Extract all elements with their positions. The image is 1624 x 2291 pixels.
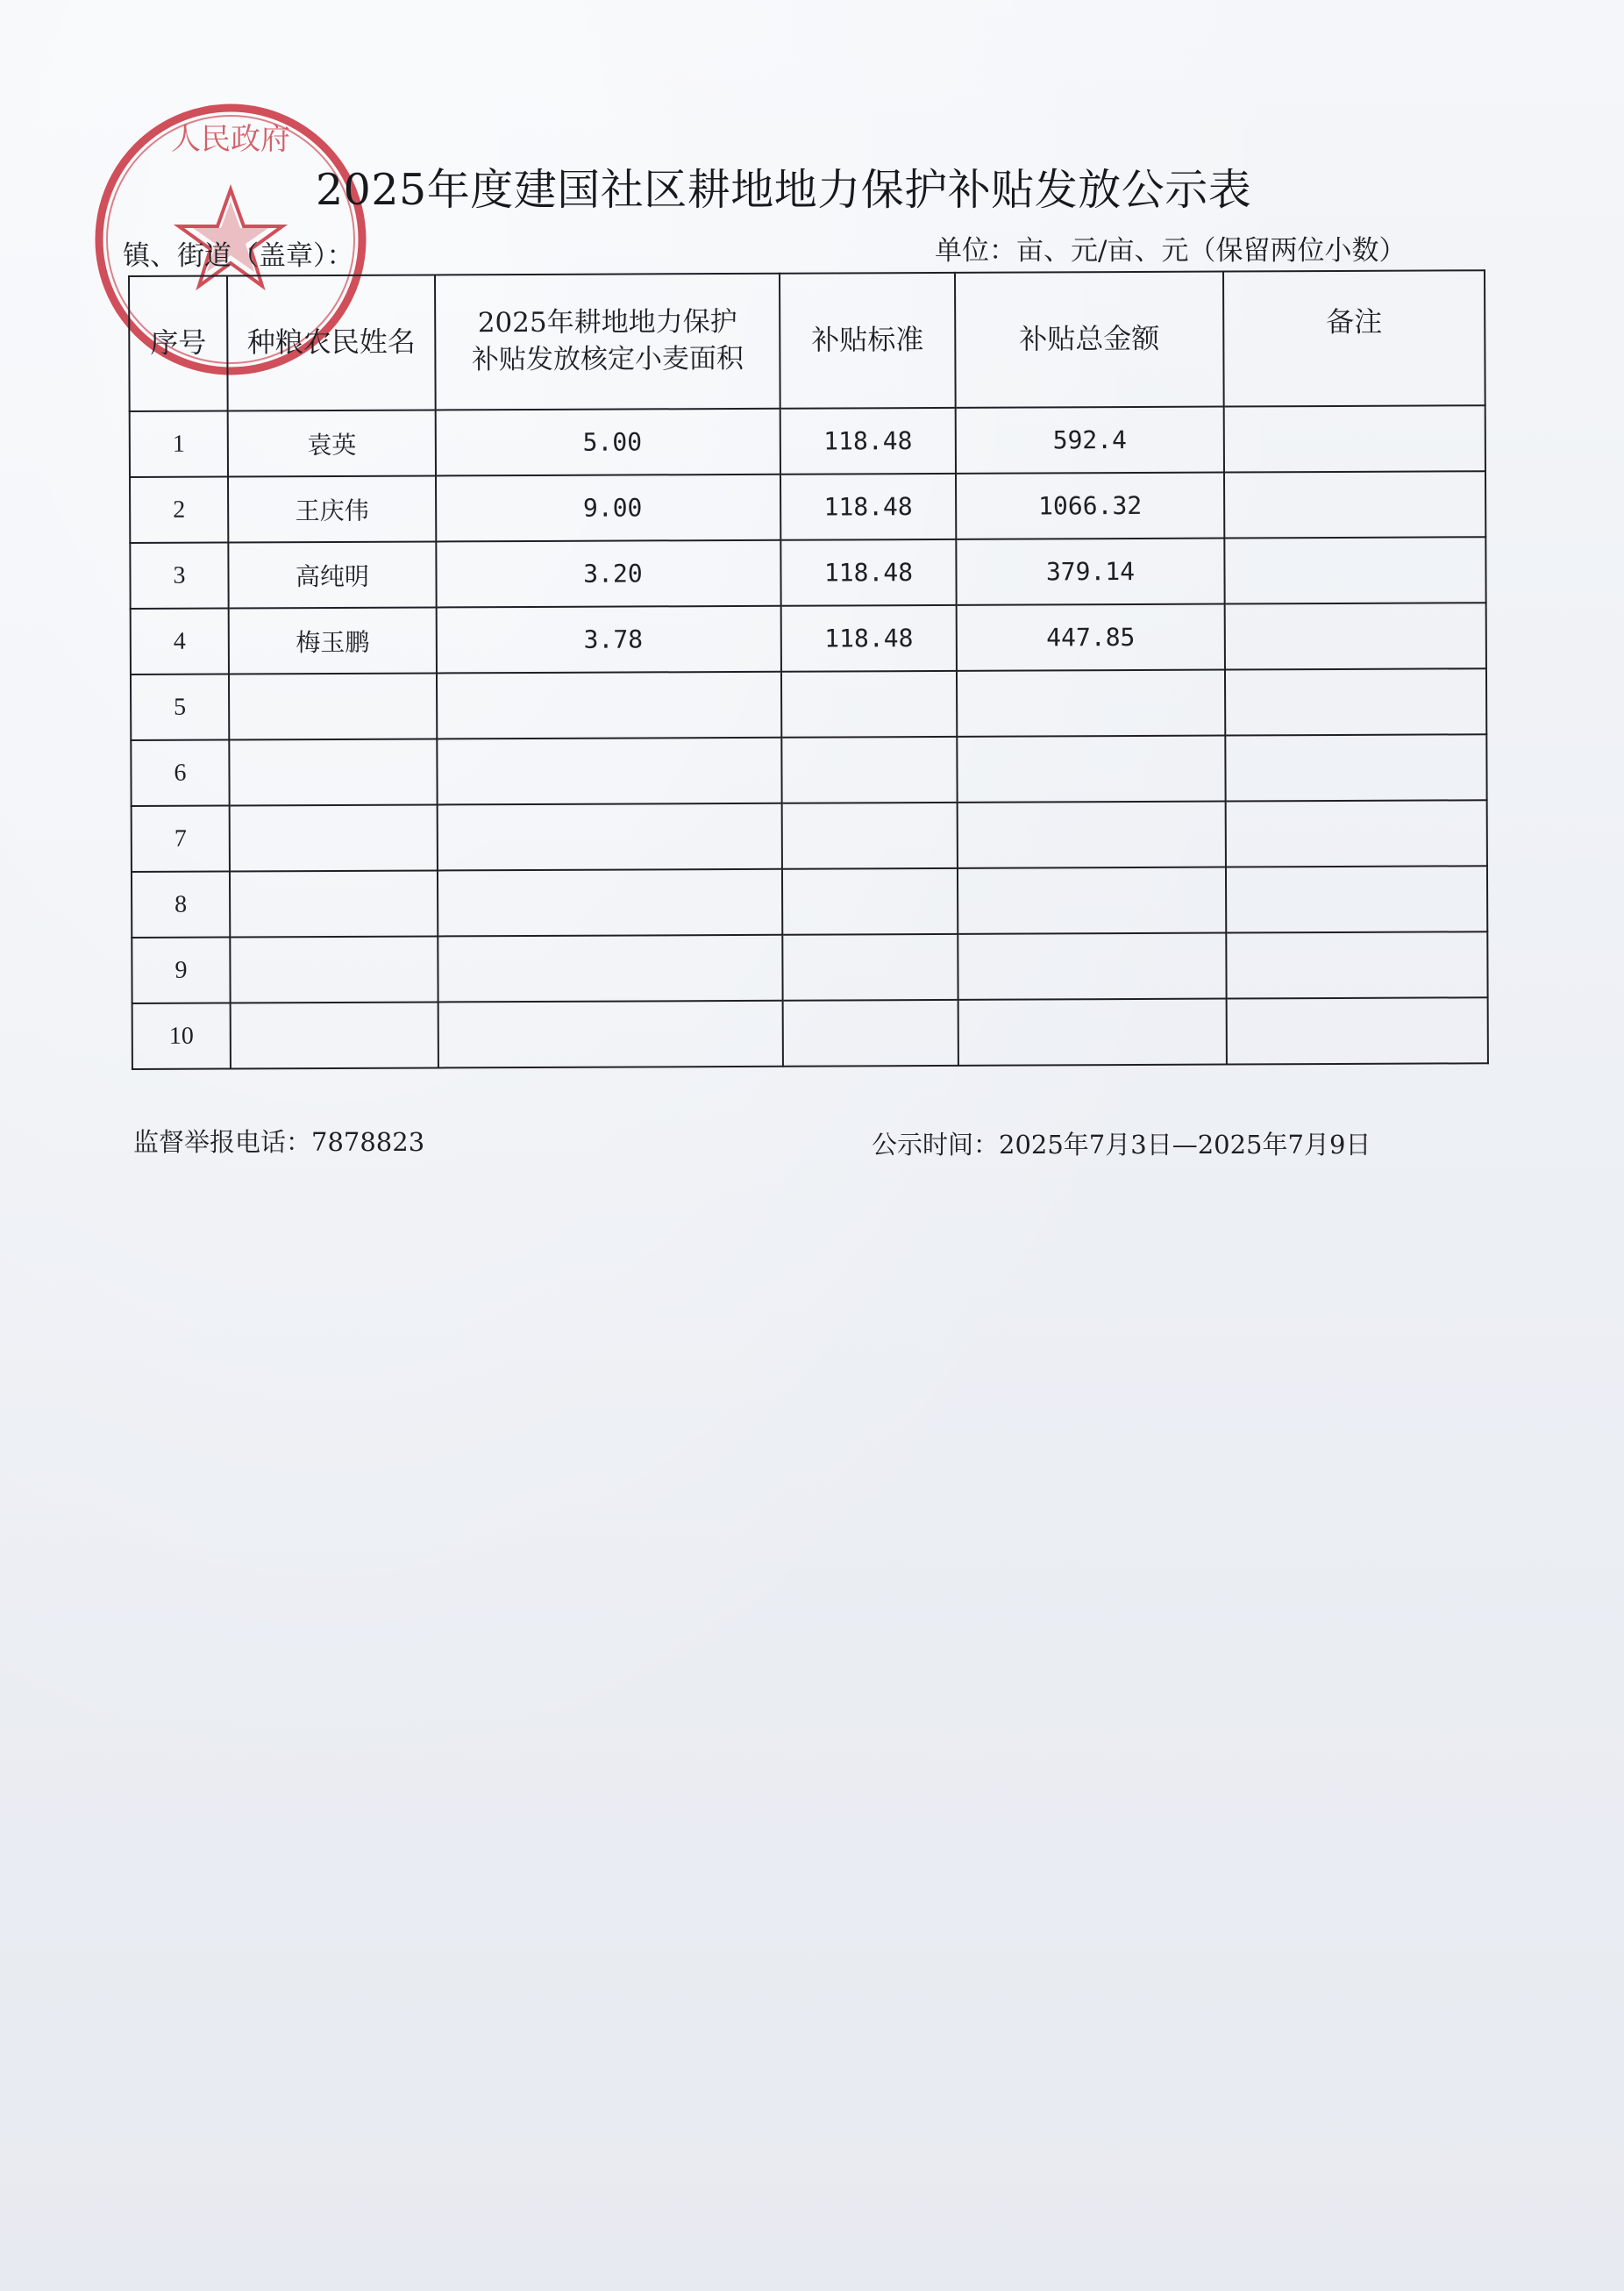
table-row (131, 603, 1486, 674)
row-standard: 118.48 (780, 539, 956, 606)
row-total: 592.4 (956, 407, 1224, 474)
row-area (438, 1001, 783, 1068)
row-total (958, 802, 1226, 868)
row-area (438, 869, 782, 937)
row-standard (782, 868, 958, 935)
table-row (130, 471, 1485, 543)
table-row (132, 800, 1487, 872)
row-area (437, 672, 781, 739)
publicity-period: 公示时间：2025年7月3日—2025年7月9日 (872, 1130, 1371, 1160)
header-name: 种粮农民姓名 (227, 275, 436, 410)
table-row (132, 997, 1488, 1069)
table-row (132, 866, 1487, 938)
row-area: 5.00 (436, 409, 780, 476)
row-name: 高纯明 (228, 541, 436, 608)
row-total (957, 736, 1225, 803)
row-name (229, 673, 437, 739)
row-total (958, 933, 1226, 1000)
table-header-row (129, 270, 1485, 411)
row-total: 447.85 (957, 604, 1225, 671)
row-index: 1 (130, 411, 228, 477)
row-area: 3.20 (436, 540, 780, 608)
subsidy-table (128, 269, 1489, 1070)
row-name (231, 1002, 438, 1068)
row-index: 10 (132, 1003, 231, 1068)
row-standard: 118.48 (780, 474, 956, 540)
row-note (1226, 866, 1487, 932)
table-row (131, 734, 1486, 806)
header-index: 序号 (129, 276, 228, 411)
row-total (957, 670, 1225, 737)
row-note (1226, 931, 1487, 998)
row-index: 8 (132, 872, 230, 938)
table-row (131, 668, 1486, 740)
row-name: 王庆伟 (228, 475, 436, 542)
row-index: 3 (130, 543, 228, 609)
row-name: 袁英 (228, 410, 436, 476)
row-index: 4 (131, 609, 229, 674)
row-index: 6 (131, 740, 229, 806)
header-standard: 补贴标准 (780, 273, 956, 409)
row-note (1225, 603, 1486, 669)
header-total: 补贴总金额 (955, 272, 1224, 408)
seal-text: 人民政府 (171, 122, 290, 157)
row-index: 2 (130, 477, 228, 543)
row-total (958, 999, 1227, 1066)
row-standard: 118.48 (781, 605, 957, 672)
row-note (1225, 734, 1486, 801)
row-area (438, 935, 782, 1003)
row-standard (782, 803, 958, 869)
row-name (229, 739, 437, 805)
row-note (1224, 405, 1485, 472)
unit-label: 单位：亩、元/亩、元（保留两位小数） (935, 235, 1407, 267)
row-name (230, 870, 438, 937)
row-total (958, 867, 1226, 934)
row-total: 1066.32 (956, 473, 1224, 539)
row-name: 梅玉鹏 (229, 607, 437, 674)
row-note (1224, 471, 1485, 538)
header-area (435, 274, 780, 410)
row-standard: 118.48 (780, 408, 956, 475)
row-note (1227, 997, 1488, 1064)
row-index: 9 (132, 937, 230, 1003)
row-standard (781, 671, 957, 738)
row-area (438, 803, 782, 871)
row-index: 7 (132, 806, 230, 872)
header-area-line2: 补贴发放核定小麦面积 (471, 342, 744, 376)
row-standard (781, 737, 957, 803)
row-index: 5 (131, 674, 229, 740)
hotline-text: 监督举报电话：7878823 (133, 1127, 425, 1157)
row-area: 9.00 (436, 475, 780, 542)
row-standard (783, 1000, 958, 1067)
row-note (1225, 668, 1486, 735)
table-row (130, 537, 1485, 609)
row-note (1224, 537, 1485, 603)
row-area: 3.78 (437, 606, 781, 674)
row-name (230, 804, 438, 871)
row-name (230, 936, 438, 1003)
row-area (437, 738, 781, 805)
row-note (1226, 800, 1487, 867)
header-area-line1: 2025年耕地地力保护 (477, 306, 737, 339)
row-total: 379.14 (956, 539, 1224, 605)
page-title: 2025年度建国社区耕地地力保护补贴发放公示表 (316, 165, 1252, 215)
header-note: 备注 (1223, 270, 1485, 406)
table-row (132, 931, 1487, 1003)
table-row (130, 405, 1485, 477)
row-standard (782, 934, 958, 1001)
stamp-label: 镇、街道（盖章）： (123, 240, 354, 272)
